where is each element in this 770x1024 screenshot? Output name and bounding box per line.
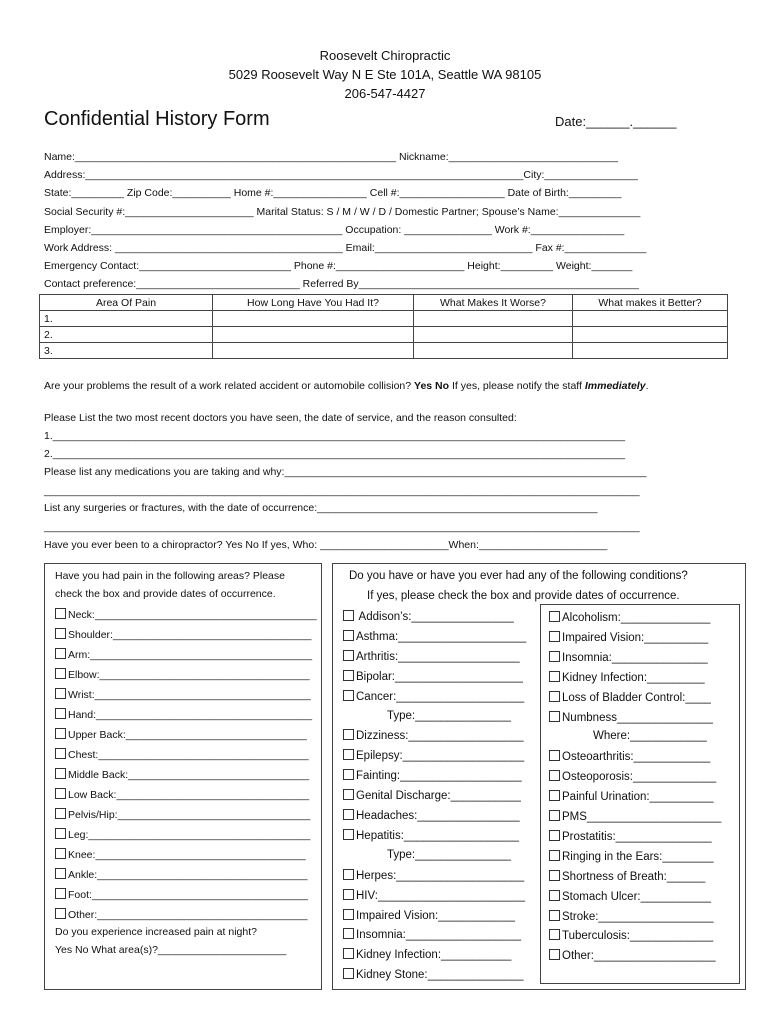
list-item-label: Wrist:_____________________________________ [68,689,311,701]
list-item[interactable] [55,908,307,921]
checkbox[interactable] [343,928,354,939]
row-number: 1. [40,311,213,327]
surgeries-line-2[interactable]: ______________________________________________________________________________________________________ [44,521,640,533]
checkbox[interactable] [343,650,354,661]
info-line-contact[interactable]: Contact preference:____________________________ Referred By________________________________________________ [44,278,639,290]
list-item[interactable] [55,688,311,701]
list-item[interactable] [343,829,519,842]
accident-yes-no[interactable]: Yes No [414,380,450,392]
list-item-label: Arm:______________________________________ [68,649,313,661]
conditions-intro-1: Do you have or have you ever had any of the following conditions? [349,570,688,582]
list-item-label: Chest:____________________________________ [68,749,309,761]
list-item-label: Insomnia:__________________ [356,929,521,942]
list-item-label: Upper Back:_______________________________ [68,729,307,741]
list-item[interactable] [55,848,306,861]
pain-intro-1: Have you had pain in the following areas? Please [55,570,285,582]
table-cell[interactable] [414,311,573,327]
checkbox[interactable] [549,870,560,881]
checkbox[interactable] [549,750,560,761]
list-item-label: Headaches:________________ [356,810,520,822]
info-line-state[interactable]: State:_________ Zip Code:__________ Home #:________________ Cell #:__________________ Date of Birth:_________ [44,187,622,199]
list-item-label: Other:____________________________________ [68,909,308,921]
list-item[interactable] [55,708,312,721]
list-item-label: Kidney Infection:_________ [562,671,705,684]
checkbox[interactable] [549,949,560,960]
notify-end: . [645,380,649,392]
checkbox[interactable] [55,688,66,699]
checkbox[interactable] [549,830,560,841]
checkbox[interactable] [55,828,66,839]
list-item-label: Shoulder:__________________________________ [68,629,312,641]
list-item-label: Knee:____________________________________ [68,849,306,861]
list-item-label: Arthritis:___________________ [356,650,520,663]
list-item-label: Foot:_____________________________________ [68,889,308,901]
checkbox[interactable] [55,648,66,659]
list-item-label: Insomnia:_______________ [562,651,708,664]
checkbox[interactable] [55,668,66,679]
checkbox[interactable] [549,790,560,801]
info-line-address[interactable]: Address:___________________________________________________________________________City:________________ [44,169,638,181]
table-cell[interactable] [573,311,728,327]
clinic-phone: 206-547-4427 [344,86,426,101]
checkbox[interactable] [55,788,66,799]
list-item-label: Dizziness:__________________ [356,730,524,743]
list-item-label: Shortness of Breath:______ [562,870,706,883]
table-row[interactable] [40,343,728,359]
list-item[interactable] [549,890,711,903]
doctor-line-1[interactable]: 1.__________________________________________________________________________________________________ [44,430,626,442]
list-item[interactable] [343,869,524,882]
list-item-label: Cancer:____________________ [356,690,525,703]
checkbox[interactable] [55,808,66,819]
col-header: Area Of Pain [40,295,213,311]
list-item-label: Kidney Infection:___________ [356,949,512,962]
list-item-label: Where:____________ [593,730,707,743]
list-item[interactable] [387,710,511,722]
list-item-label: HIV:_______________________ [356,889,526,902]
col-header: How Long Have You Had It? [213,295,414,311]
checkbox[interactable] [55,868,66,879]
checkbox[interactable] [343,610,354,621]
list-item-label: PMS_____________________ [562,811,722,823]
list-item[interactable] [549,790,714,803]
checkbox[interactable] [549,671,560,682]
immediately-text: Immediately [584,380,646,392]
table-cell[interactable] [573,343,728,359]
list-item-label: Painful Urination:__________ [562,791,714,804]
list-item-label: Stroke:__________________ [562,910,714,923]
night-pain-answer[interactable]: Yes No What area(s)?______________________ [55,944,287,956]
row-number: 2. [40,327,213,343]
chiropractor-line[interactable]: Have you ever been to a chiropractor? Yes No If yes, Who: ______________________When:______________________ [44,539,608,551]
col-header: What makes it Better? [573,295,728,311]
checkbox[interactable] [343,948,354,959]
accident-question [44,380,649,392]
info-line-emergency[interactable]: Emergency Contact:__________________________ Phone #:______________________ Height:_________ Weight:_______ [44,260,633,272]
list-item[interactable] [343,948,511,961]
list-item[interactable] [387,849,511,861]
accident-text: Are your problems the result of a work related accident or automobile collision? [44,380,412,392]
conditions-inner-box [540,604,740,984]
checkbox[interactable] [549,910,560,921]
checkbox[interactable] [549,850,560,861]
list-item-label: Fainting:___________________ [356,770,522,783]
checkbox[interactable] [55,628,66,639]
list-item[interactable] [55,828,310,841]
checkbox[interactable] [343,789,354,800]
checkbox[interactable] [55,748,66,759]
list-item[interactable] [55,888,308,901]
list-item-label: Numbness_______________ [562,711,713,724]
checkbox[interactable] [55,908,66,919]
list-item[interactable] [549,830,712,843]
list-item[interactable] [549,850,714,863]
checkbox[interactable] [55,888,66,899]
checkbox[interactable] [549,810,560,821]
list-item[interactable] [55,748,309,761]
list-item[interactable] [549,870,705,883]
list-item-label: Bipolar:____________________ [356,670,523,683]
checkbox[interactable] [343,869,354,880]
list-item-label: Loss of Bladder Control:____ [562,691,711,704]
info-line-work-address[interactable]: Work Address: _______________________________________ Email:___________________________ Fax #:______________ [44,242,647,254]
checkbox[interactable] [549,890,560,901]
list-item[interactable] [343,630,526,643]
col-header: What Makes It Worse? [414,295,573,311]
doctor-line-2[interactable]: 2.__________________________________________________________________________________________________ [44,448,626,460]
list-item-label: Alcoholism:______________ [562,612,711,624]
list-item[interactable] [549,929,713,942]
checkbox[interactable] [343,829,354,840]
list-item[interactable] [343,690,524,703]
list-item-label: Pelvis/Hip:_________________________________ [68,809,311,821]
list-item-label: Addison’s:________________ [356,611,514,623]
list-item-label: Osteoarthritis:____________ [562,751,711,764]
list-item-label: Genital Discharge:___________ [356,790,521,803]
list-item[interactable] [343,928,521,941]
list-item[interactable] [549,810,721,823]
table-cell[interactable] [213,327,414,343]
list-item-label: Asthma:____________________ [356,630,527,643]
list-item[interactable] [55,608,317,621]
list-item-label: Stomach Ulcer:___________ [562,890,711,903]
clinic-name: Roosevelt Chiropractic [319,48,451,63]
list-item-label: Middle Back:_______________________________ [68,769,310,781]
list-item[interactable] [549,611,710,624]
list-item[interactable] [549,770,716,783]
list-item-label: Epilepsy:___________________ [356,750,525,763]
checkbox[interactable] [549,770,560,781]
list-item[interactable] [593,730,707,742]
info-line-name[interactable]: Name:_______________________________________________________ Nickname:_____________________________ [44,151,618,163]
doctors-question: Please List the two most recent doctors you have seen, the date of service, and the reason consulted: [44,412,517,424]
medications-line-2[interactable]: ______________________________________________________________________________________________________ [44,485,640,497]
pain-areas-box [44,563,322,990]
list-item[interactable] [549,910,714,923]
checkbox[interactable] [343,809,354,820]
list-item[interactable] [55,808,310,821]
list-item[interactable] [55,668,310,681]
list-item-label: Hepatitis:__________________ [356,829,520,842]
checkbox[interactable] [549,651,560,662]
checkbox[interactable] [343,889,354,900]
table-cell[interactable] [414,343,573,359]
table-row[interactable] [40,327,728,343]
list-item[interactable] [55,648,312,661]
checkbox[interactable] [343,630,354,641]
list-item[interactable] [343,650,520,663]
notify-text: If yes, please notify the staff [451,380,582,392]
checkbox[interactable] [55,768,66,779]
list-item-label: Impaired Vision:__________ [562,631,709,644]
conditions-intro-2: If yes, please check the box and provide dates of occurrence. [367,590,680,602]
list-item[interactable] [343,809,520,822]
list-item-label: Prostatitis:_______________ [562,830,712,843]
table-cell[interactable] [213,311,414,327]
night-pain-question: Do you experience increased pain at night? [55,926,257,938]
list-item-label: Kidney Stone:_______________ [356,969,524,982]
checkbox[interactable] [343,968,354,979]
list-item[interactable] [55,628,312,641]
table-cell[interactable] [414,327,573,343]
checkbox[interactable] [343,749,354,760]
list-item-label: Neck:______________________________________ [68,609,317,621]
table-cell[interactable] [573,327,728,343]
list-item[interactable] [343,610,514,623]
checkbox[interactable] [343,909,354,920]
checkbox[interactable] [55,848,66,859]
list-item[interactable] [343,769,522,782]
checkbox[interactable] [343,670,354,681]
list-item-label: Type:_______________ [387,709,512,722]
checkbox[interactable] [549,611,560,622]
list-item-label: Type:_______________ [387,848,512,861]
checkbox[interactable] [549,691,560,702]
checkbox[interactable] [55,608,66,619]
list-item[interactable] [549,750,710,763]
list-item[interactable] [343,789,521,802]
list-item-label: Leg:______________________________________ [68,829,311,841]
list-item-label: Hand:_____________________________________ [68,709,313,721]
list-item[interactable] [549,949,715,962]
list-item[interactable] [343,909,515,922]
checkbox[interactable] [549,631,560,642]
checkbox[interactable] [343,769,354,780]
list-item[interactable] [549,711,713,724]
checkbox[interactable] [343,690,354,701]
list-item[interactable] [343,729,524,742]
list-item[interactable] [343,889,525,902]
list-item-label: Elbow:____________________________________ [68,669,310,681]
list-item[interactable] [343,670,523,683]
pain-intro-2: check the box and provide dates of occurrence. [55,588,276,600]
table-row[interactable] [40,311,728,327]
pain-table [39,294,728,359]
medications-line[interactable]: Please list any medications you are taking and why:______________________________________________________________ [44,466,647,478]
list-item[interactable] [343,749,524,762]
list-item[interactable] [55,768,309,781]
list-item[interactable] [549,631,708,644]
clinic-address: 5029 Roosevelt Way N E Ste 101A, Seattle WA 98105 [228,67,542,82]
list-item-label: Other:___________________ [562,950,716,963]
list-item[interactable] [55,728,307,741]
checkbox[interactable] [343,729,354,740]
list-item[interactable] [55,788,309,801]
table-cell[interactable] [213,343,414,359]
list-item[interactable] [55,868,307,881]
list-item-label: Impaired Vision:____________ [356,909,515,922]
list-item-label: Herpes:____________________ [356,869,525,882]
list-item-label: Ankle:____________________________________ [68,869,308,881]
info-line-employer[interactable]: Employer:___________________________________________ Occupation: _______________ Work #:________________ [44,224,625,236]
list-item-label: Low Back:_________________________________ [68,789,310,801]
date-field[interactable]: Date:______.______ [555,114,677,129]
list-item-label: Tuberculosis:_____________ [562,930,714,943]
row-number: 3. [40,343,213,359]
surgeries-line[interactable]: List any surgeries or fractures, with the date of occurrence:________________________________________________ [44,502,598,514]
list-item[interactable] [549,671,705,684]
list-item-label: Ringing in the Ears:________ [562,850,714,863]
list-item[interactable] [549,651,708,664]
checkbox[interactable] [55,708,66,719]
form-title: Confidential History Form [44,108,270,130]
checkbox[interactable] [549,929,560,940]
info-line-ssn[interactable]: Social Security #:______________________ Marital Status: S / M / W / D / Domestic Partner; Spouse’s Name:______________ [44,206,641,218]
list-item[interactable] [343,968,524,981]
list-item[interactable] [549,691,711,704]
checkbox[interactable] [55,728,66,739]
checkbox[interactable] [549,711,560,722]
pain-table-header [40,295,728,311]
list-item-label: Osteoporosis:_____________ [562,771,717,784]
